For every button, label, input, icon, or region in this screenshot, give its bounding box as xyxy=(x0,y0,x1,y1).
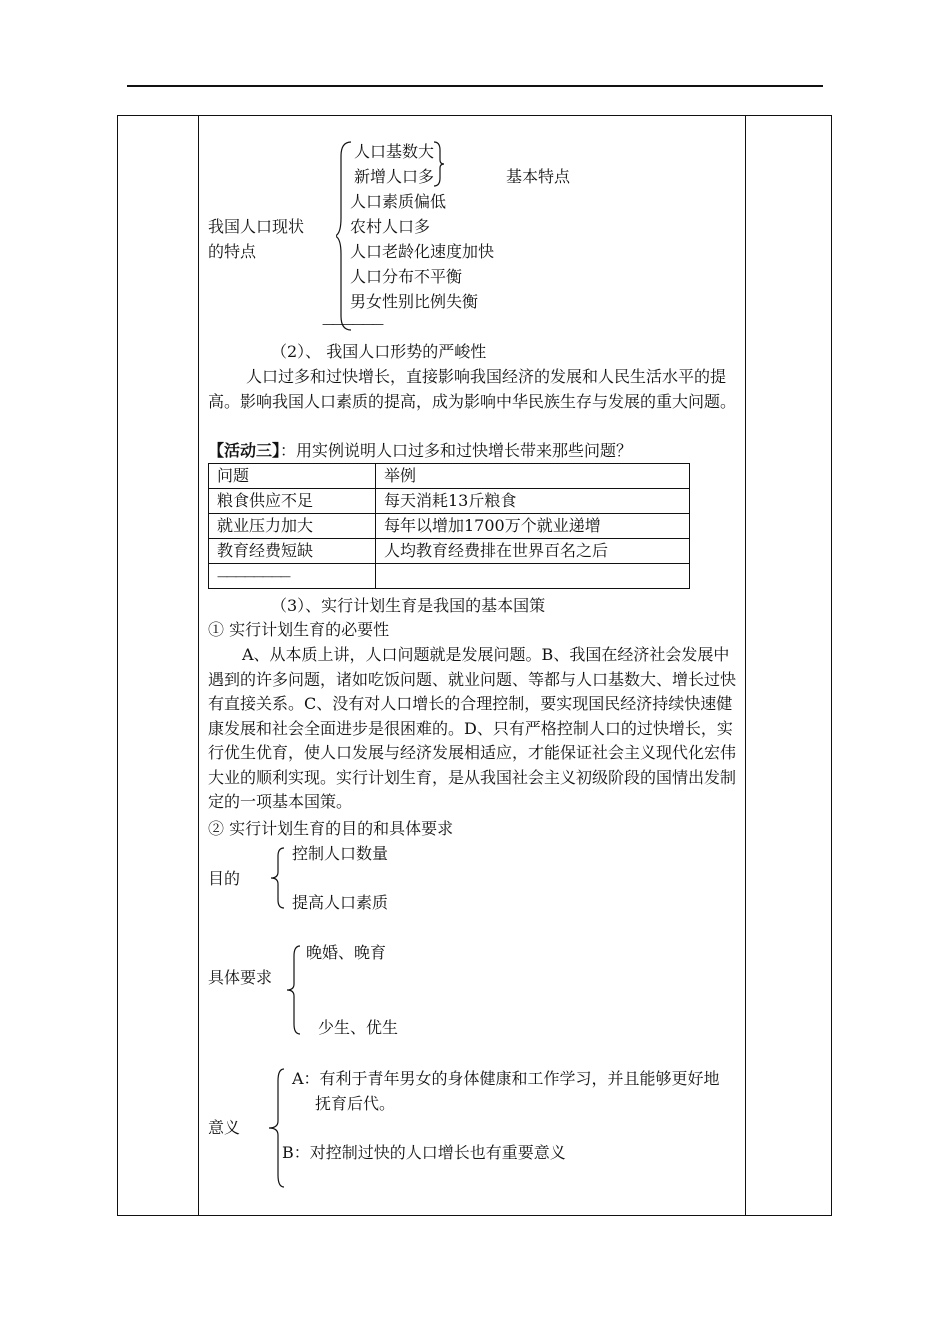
status-title-line2: 的特点 xyxy=(208,242,257,261)
problems-table xyxy=(208,463,690,589)
table-cell: 人均教育经费排在世界百名之后 xyxy=(376,539,690,564)
status-ellipsis: —————— xyxy=(322,317,382,331)
table-row xyxy=(209,489,690,514)
status-item-2: 新增人口多 xyxy=(354,167,435,186)
table-cell: 就业压力加大 xyxy=(209,514,376,539)
status-item-3: 人口素质偏低 xyxy=(350,192,447,211)
table-cell: 粮食供应不足 xyxy=(209,489,376,514)
status-item-7: 男女性别比例失衡 xyxy=(350,292,479,311)
purpose-item-1: 控制人口数量 xyxy=(292,844,389,863)
table-row xyxy=(209,564,690,589)
section3-paragraph: A、从本质上讲，人口问题就是发展问题。B、我国在经济社会发展中遇到的许多问题，诸如吃饭问题、就业问题、等都与人口基数大、增长过快有直接关系。C、没有对人口增长的合理控制，要实现国民经济持续快速健康发展和社会全面进步是很困难的。D、只有严格控制人口的过快增长，实行优生优育，使人口发展与经济发展相适应，才能保证社会主义现代化宏伟大业的顺利实现。实行计划生育，是从我国社会主义初级阶段的国情出发制定的一项基本国策。 xyxy=(208,645,737,811)
activity3-line xyxy=(208,443,632,459)
activity3-prefix: 【活动三】 xyxy=(208,441,281,460)
table-cell: 每年以增加1700万个就业递增 xyxy=(376,514,690,539)
section3-sub1: ① 实行计划生育的必要性 xyxy=(208,620,390,639)
table-cell: 教育经费短缺 xyxy=(209,539,376,564)
table-header-problem: 问题 xyxy=(209,464,376,489)
status-item-1: 人口基数大 xyxy=(354,142,435,161)
significance-b: B：对控制过快的人口增长也有重要意义 xyxy=(282,1143,566,1162)
significance-brace-icon xyxy=(266,1067,288,1189)
significance-label: 意义 xyxy=(208,1118,241,1137)
status-title-line1: 我国人口现状 xyxy=(208,217,305,236)
purpose-item-2: 提高人口素质 xyxy=(292,893,389,912)
status-item-4: 农村人口多 xyxy=(350,217,431,236)
basic-features-brace-icon xyxy=(432,140,446,188)
requirements-label: 具体要求 xyxy=(208,968,273,987)
purpose-label: 目的 xyxy=(208,869,241,888)
table-cell xyxy=(376,564,690,589)
significance-a-line2: 抚育后代。 xyxy=(315,1094,396,1113)
section2-paragraph: 人口过多和过快增长，直接影响我国经济的发展和人民生活水平的提高。影响我国人口素质的提高，成为影响中华民族生存与发展的重大问题。 xyxy=(208,367,737,411)
table-row xyxy=(209,514,690,539)
outer-table-col-divider-2 xyxy=(745,115,746,1216)
purpose-brace-icon xyxy=(268,846,288,910)
basic-features-label: 基本特点 xyxy=(506,167,571,186)
status-item-5: 人口老龄化速度加快 xyxy=(350,242,495,261)
table-row xyxy=(209,539,690,564)
section2-heading: （2）、 我国人口形势的严峻性 xyxy=(271,342,487,361)
requirements-brace-icon xyxy=(284,944,304,1036)
requirements-item-1: 晚婚、晚育 xyxy=(306,943,387,962)
activity3-text: ：用实例说明人口过多和过快增长带来那些问题？ xyxy=(280,441,633,460)
significance-a-line1: A：有利于青年男女的身体健康和工作学习，并且能够更好地 xyxy=(292,1069,720,1088)
table-header-row xyxy=(209,464,690,489)
section3-sub2: ② 实行计划生育的目的和具体要求 xyxy=(208,819,454,838)
requirements-item-2: 少生、优生 xyxy=(318,1018,399,1037)
table-header-example: 举例 xyxy=(376,464,690,489)
table-cell: ———————— xyxy=(209,564,376,589)
table-cell: 每天消耗13斤粮食 xyxy=(376,489,690,514)
header-rule xyxy=(127,85,823,87)
section3-heading: （3）、实行计划生育是我国的基本国策 xyxy=(271,596,546,615)
outer-table-col-divider-1 xyxy=(198,115,199,1216)
status-item-6: 人口分布不平衡 xyxy=(350,267,463,286)
